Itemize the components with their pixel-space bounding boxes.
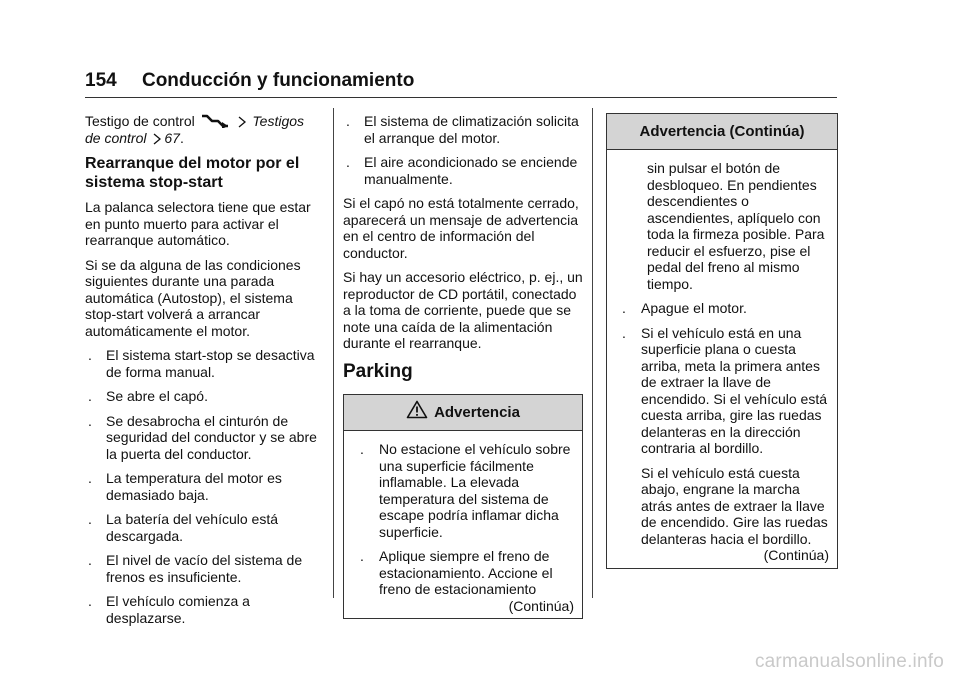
warning-body (607, 150, 837, 568)
bullet: . (88, 470, 92, 486)
section-title: Conducción y funcionamiento (141, 70, 415, 91)
list-item (343, 113, 583, 146)
warning-box (343, 394, 583, 619)
list-item-text: Si el vehículo está en una superficie plana o cuesta arriba, meta la primera antes de extraer la llave de encendido. Si el vehículo está cuesta arriba, gire las ruedas delanteras en la dirección contraria al bordillo. (641, 324, 828, 456)
bullet: . (622, 324, 626, 341)
list-item (85, 593, 323, 626)
paragraph: Si se da alguna de las condiciones siguientes durante una parada automática (Autostop), el sistema stop-start volverá a arrancar automáticamente el motor. (85, 256, 301, 339)
section-heading-parking: Parking (343, 360, 413, 382)
list-item (85, 552, 323, 585)
paragraph: Si hay un accesorio eléctrico, p. ej., un reproductor de CD portátil, conectado a la toma de corriente, puede que se note una caída de la alimentación durante el rearranque. (343, 269, 583, 351)
warning-header (607, 114, 837, 150)
list-item (85, 413, 323, 463)
warning-box-continued (606, 113, 838, 569)
intro-paragraph (85, 113, 323, 146)
warning-list (357, 441, 574, 598)
bullet: . (88, 511, 92, 527)
bullet: . (88, 388, 92, 404)
column-2 (343, 113, 583, 619)
warning-body (344, 431, 582, 618)
period: . (179, 129, 184, 146)
warning-lead-text: sin pulsar el botón de desbloqueo. En pendientes descendientes o ascendientes, aplíquelo con toda la firmeza posible. Para reducir el esfuerzo, pise el pedal del freno al mismo tiempo. (647, 160, 825, 292)
list-item-text: La batería del vehículo está descargada. (106, 511, 279, 544)
list-item (619, 325, 829, 457)
intro-ref-title[interactable]: Testigos de control (85, 113, 305, 146)
watermark: carmanualsonline.info (754, 651, 944, 672)
warning-header (344, 395, 582, 431)
stop-start-indicator-icon (201, 114, 229, 128)
bullet: . (622, 300, 626, 316)
list-item-text: El sistema de climatización solicita el arranque del motor. (364, 113, 579, 146)
warning-list (619, 300, 829, 457)
warning-triangle-icon (406, 400, 428, 419)
list-item-text: El sistema start-stop se desactiva de forma manual. (106, 347, 315, 380)
bullet: . (346, 113, 350, 129)
bullet: . (88, 412, 92, 429)
list-item (85, 388, 323, 405)
bullet: . (88, 347, 92, 363)
continued-label: (Continúa) (508, 597, 574, 614)
list-item-text: No estacione el vehículo sobre una superficie fácilmente inflamable. La elevada temperatura del sistema de escape podría inflamar dicha superficie. (379, 441, 571, 540)
bullet: . (88, 552, 92, 568)
list-item-text: Aplique siempre el freno de estacionamiento. Accione el freno de estacionamiento (379, 548, 553, 597)
page-header (85, 70, 414, 92)
list-item (343, 154, 583, 187)
condition-list (85, 347, 323, 626)
intro-text: Testigo de control (85, 113, 195, 129)
list-item (357, 548, 574, 598)
list-item-text: La temperatura del motor es demasiado baja. (106, 470, 282, 503)
bullet: . (346, 154, 350, 170)
column-3 (606, 113, 838, 569)
list-item-text: Se abre el capó. (106, 388, 208, 404)
condition-list-cont (343, 113, 583, 187)
warning-title: Advertencia (434, 404, 520, 421)
paragraph: La palanca selectora tiene que estar en punto muerto para activar el rearranque automático. (85, 199, 311, 248)
bullet: . (360, 548, 364, 564)
warning-title: Advertencia (Continúa) (639, 123, 805, 140)
list-item (619, 300, 829, 317)
page-reference-icon (237, 116, 247, 128)
header-rule (85, 97, 837, 98)
warning-sub-paragraph: Si el vehículo está cuesta abajo, engrane la marcha atrás antes de extraer la llave de encendido. Gire las ruedas delanteras hacia el bordillo. (641, 464, 828, 547)
column-divider-2 (592, 108, 593, 598)
paragraph: Si el capó no está totalmente cerrado, aparecerá un mensaje de advertencia en el centro de información del conductor. (343, 195, 579, 261)
column-divider-1 (333, 108, 334, 598)
continued-label: (Continúa) (763, 547, 829, 563)
list-item-text: El nivel de vacío del sistema de frenos es insuficiente. (106, 552, 303, 585)
list-item (85, 470, 323, 503)
column-1 (85, 113, 323, 634)
list-item (85, 511, 323, 544)
list-item (357, 441, 574, 540)
list-item (85, 347, 323, 380)
list-item-text: El aire acondicionado se enciende manualmente. (364, 154, 578, 187)
bullet: . (360, 441, 364, 457)
list-item-text: Apague el motor. (641, 300, 747, 316)
page-number: 154 (85, 70, 117, 91)
page-reference-icon (152, 133, 162, 145)
list-item-text: El vehículo comienza a desplazarse. (106, 593, 250, 626)
intro-ref-page[interactable]: 67 (164, 129, 180, 146)
section-heading-restart: Rearranque del motor por el sistema stop-start (85, 155, 300, 191)
list-item-text: Se desabrocha el cinturón de seguridad del conductor y se abre la puerta del conductor. (106, 412, 317, 462)
bullet: . (88, 593, 92, 609)
